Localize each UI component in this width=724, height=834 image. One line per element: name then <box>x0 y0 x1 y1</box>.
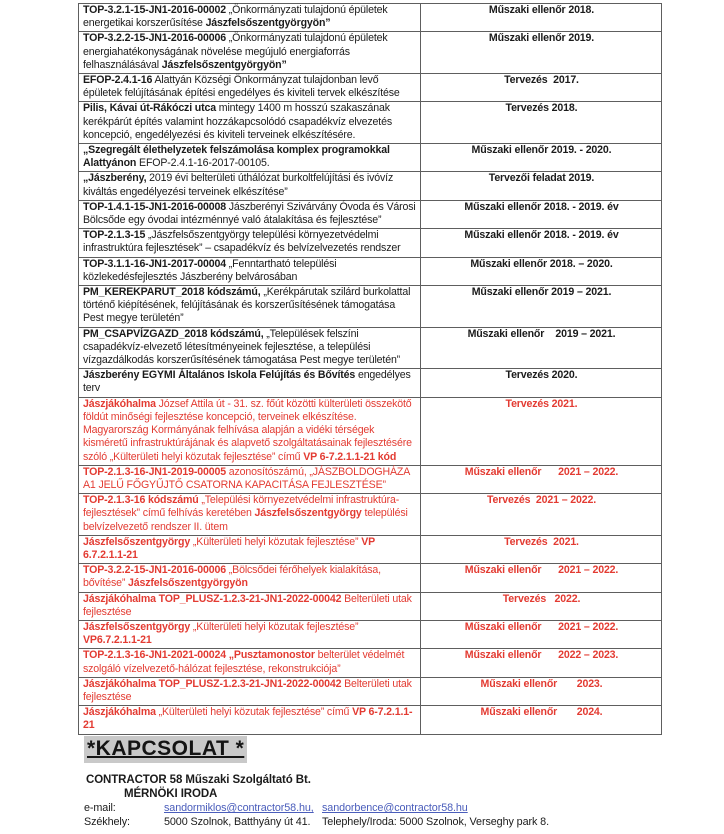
project-description-bold-text: Jászfelsőszentgyörgyön <box>128 577 248 590</box>
project-description-text: „Külterületi helyi közutak fejlesztése” című <box>155 706 353 719</box>
email-label: e-mail: <box>84 802 116 814</box>
project-role-year-cell: Tervezői feladat 2019. <box>421 172 662 200</box>
project-description-bold-text: VP6.7.2.1.1-21 <box>83 634 152 647</box>
project-description-bold-text: Jászberény EGYMI Általános Iskola Felújítás és Bővítés <box>83 369 356 382</box>
project-description-bold-text: PM_CSAPVÍZGAZD_2018 kódszámú, <box>83 327 264 340</box>
project-description-text: Jászberényi Szivárvány Óvoda és Városi Bölcsőde egy óvodai intézménnyé való átalakítása és fejlesztése” <box>83 200 416 227</box>
project-role-year-cell: Műszaki ellenőr 2024. <box>421 706 662 734</box>
email-row <box>84 802 468 814</box>
project-description-text: „Jászfelsőszentgyörgy települési környezetvédelmi infrastruktúra fejlesztések” – csapadékvíz és belvízelvezetés rendszer <box>83 229 401 255</box>
project-description-text: települési belvízelvezető rendszer II. ütem <box>83 507 408 533</box>
project-description-cell <box>79 102 421 144</box>
project-description-bold-text: Jászfelsőszentgyörgyön” <box>205 17 331 30</box>
project-description-text: 2019 évi belterületi úthálózat burkoltfelújítási és ivóvíz kiváltás engedélyezési terveinek elkészítése” <box>83 172 394 198</box>
project-role-year-cell: Tervezés 2021. <box>421 397 662 465</box>
project-description-bold-text: Jászfelsőszentgyörgy <box>83 535 191 548</box>
table-row <box>79 172 662 200</box>
project-description-cell <box>79 465 421 493</box>
site-address: Telephely/Iroda: 5000 Szolnok, Verseghy park 8. <box>322 816 549 828</box>
project-role-year-cell: Műszaki ellenőr 2019 – 2021. <box>421 286 662 328</box>
project-role-year-cell: Tervezés 2021 – 2022. <box>421 494 662 536</box>
project-description-text: „Önkormányzati tulajdonú épületek energetikai korszerűsítése <box>83 4 388 30</box>
project-description-bold-text: TOP-2.1.3-16 kódszámú <box>83 494 199 507</box>
project-role-year-cell: Műszaki ellenőr 2019 – 2021. <box>421 327 662 369</box>
table-row <box>79 32 662 74</box>
project-description-bold-text: EFOP-2.4.1-16 <box>83 74 153 87</box>
project-role-year-cell: Műszaki ellenőr 2018. <box>421 4 662 32</box>
project-description-text: Belterületi utak fejlesztése <box>83 677 412 703</box>
project-description-text: engedélyes terv <box>83 369 411 395</box>
project-description-bold-text: TOP-1.4.1-15-JN1-2016-00008 <box>83 200 226 213</box>
table-row <box>79 229 662 257</box>
projects-table <box>78 3 662 735</box>
projects-table-body <box>79 4 662 735</box>
project-description-bold-text: VP 6-7.2.1.1-21 <box>83 706 413 732</box>
project-description-text: Belterületi utak fejlesztése <box>83 592 412 618</box>
project-description-bold-text: „Jászberény, <box>83 172 147 185</box>
project-description-text: Alattyán Községi Önkormányzat tulajdonban levő épületek felújításának építési engedélyes és kiviteli tervek elkészítése <box>83 74 400 100</box>
project-role-year-cell: Tervezés 2018. <box>421 102 662 144</box>
table-row <box>79 494 662 536</box>
project-description-bold-text: VP 6.7.2.1.1-21 <box>83 535 375 561</box>
table-row <box>79 286 662 328</box>
project-description-cell <box>79 327 421 369</box>
project-role-year-cell: Műszaki ellenőr 2021 – 2022. <box>421 465 662 493</box>
project-description-bold-text: TOP-3.2.2-15-JN1-2016-00006 <box>83 564 226 577</box>
project-description-bold-text: TOP-2.1.3-15 <box>83 229 146 242</box>
table-row <box>79 369 662 397</box>
project-description-text: „Települési környezetvédelmi infrastruktúra-fejlesztések” című felhívás keretében <box>83 494 400 520</box>
project-description-bold-text: „Szegregált élethelyzetek felszámolása komplex programokkal Alattyánon <box>83 144 390 170</box>
project-description-text: „Önkormányzati tulajdonú épületek energiahatékonyságának növelése megújuló energiaforrás felhasználásával <box>83 32 388 71</box>
project-description-cell <box>79 257 421 285</box>
project-description-cell <box>79 200 421 228</box>
project-role-year-cell: Műszaki ellenőr 2018. - 2019. év <box>421 200 662 228</box>
table-row <box>79 592 662 620</box>
project-description-bold-text: Pilis, Kávai út-Rákóczi utca <box>83 102 216 115</box>
project-description-bold-text: Jászjákóhalma TOP_PLUSZ-1.2.3-21-JN1-2022-00042 <box>83 677 342 690</box>
project-description-bold-text: TOP-3.2.2-15-JN1-2016-00006 <box>83 32 226 45</box>
project-description-bold-text: PM_KEREKPARUT_2018 kódszámú, <box>83 286 261 299</box>
project-description-text: azonosítószámú, „JÁSZBOLDOGHÁZA A1 JELŰ FŐGYŰJTŐ CSATORNA KAPACITÁSA FEJLESZTÉSE” <box>83 465 410 491</box>
project-role-year-cell: Tervezés 2021. <box>421 535 662 563</box>
project-description-text: „Kerékpárutak szilárd burkolattal történő kiépítésének, felújításának és korszerűsítésének támogatása Pest megye területén” <box>83 286 411 325</box>
project-description-text: mintegy 1400 m hosszú szakaszának kerékpárút építés valamint hozzákapcsolódó csapadékvíz elvezetés koncepció, engedélyezési és kiviteli terveinek elkészítésére. <box>83 102 392 141</box>
project-description-text: „Települések felszíni csapadékvíz-elvezető létesítményeinek fejlesztése, a települési vízgazdálkodás korszerűsítésének támogatása Pest megye területén” <box>83 327 401 367</box>
project-description-bold-text: Jászjákóhalma <box>83 397 156 410</box>
project-role-year-cell: Műszaki ellenőr 2022 – 2023. <box>421 649 662 677</box>
project-description-cell <box>79 144 421 172</box>
table-row <box>79 465 662 493</box>
table-row <box>79 257 662 285</box>
project-description-text: EFOP-2.4.1-16-2017-00105. <box>136 157 270 170</box>
email-link-sandormiklos[interactable]: sandormiklos@contractor58.hu, <box>164 802 314 814</box>
project-description-cell <box>79 32 421 74</box>
project-description-bold-text: VP 6-7.2.1.1-21 kód <box>303 450 397 463</box>
table-row <box>79 102 662 144</box>
project-role-year-cell: Műszaki ellenőr 2021 – 2022. <box>421 564 662 592</box>
table-row <box>79 4 662 32</box>
address-row <box>84 816 549 828</box>
project-role-year-cell: Tervezés 2020. <box>421 369 662 397</box>
project-role-year-cell: Műszaki ellenőr 2018. - 2019. év <box>421 229 662 257</box>
project-role-year-cell: Műszaki ellenőr 2018. – 2020. <box>421 257 662 285</box>
table-row <box>79 620 662 648</box>
project-description-bold-text: Jászjákóhalma TOP_PLUSZ-1.2.3-21-JN1-2022-00042 <box>83 592 342 605</box>
table-row <box>79 649 662 677</box>
project-role-year-cell: Tervezés 2017. <box>421 74 662 102</box>
project-role-year-cell: Műszaki ellenőr 2021 – 2022. <box>421 620 662 648</box>
company-name: CONTRACTOR 58 Műszaki Szolgáltató Bt. <box>86 774 311 786</box>
project-description-cell <box>79 494 421 536</box>
table-row <box>79 677 662 705</box>
project-role-year-cell: Műszaki ellenőr 2023. <box>421 677 662 705</box>
table-row <box>79 74 662 102</box>
project-description-cell <box>79 369 421 397</box>
project-description-text: „Fenntartható települési közlekedésfejlesztés Jászberény belvárosában <box>83 257 337 283</box>
project-description-bold-text: TOP-3.1.1-16-JN1-2017-00004 <box>83 257 226 270</box>
project-description-cell <box>79 706 421 734</box>
project-description-text: „Külterületi helyi közutak fejlesztése” <box>190 535 362 548</box>
project-role-year-cell: Tervezés 2022. <box>421 592 662 620</box>
project-description-bold-text: Jászjákóhalma <box>83 706 156 719</box>
project-description-cell <box>79 74 421 102</box>
project-description-bold-text: TOP-3.2.1-15-JN1-2016-00002 <box>83 4 226 16</box>
project-description-text: belterület védelmét szolgáló vízelvezető-hálózat fejlesztése, rekonstrukciója” <box>83 649 405 675</box>
table-row <box>79 397 662 465</box>
email-link-sandorbence[interactable]: sandorbence@contractor58.hu <box>322 802 468 814</box>
table-row <box>79 564 662 592</box>
table-row <box>79 327 662 369</box>
project-description-cell <box>79 535 421 563</box>
project-role-year-cell: Műszaki ellenőr 2019. - 2020. <box>421 144 662 172</box>
project-description-bold-text: Jászfelsőszentgyörgyön” <box>161 58 287 71</box>
table-row <box>79 200 662 228</box>
project-role-year-cell: Műszaki ellenőr 2019. <box>421 32 662 74</box>
project-description-bold-text: Jászfelsőszentgyörgy <box>254 507 362 520</box>
project-description-cell <box>79 229 421 257</box>
contact-heading: *KAPCSOLAT * <box>84 736 247 763</box>
project-description-cell <box>79 286 421 328</box>
project-description-cell <box>79 172 421 200</box>
project-description-bold-text: TOP-2.1.3-16-JN1-2021-00024 „Pusztamonostor <box>83 649 315 662</box>
project-description-cell <box>79 620 421 648</box>
office-label: MÉRNÖKI IRODA <box>124 788 218 800</box>
hq-label: Székhely: <box>84 816 130 828</box>
table-row <box>79 144 662 172</box>
project-description-cell <box>79 4 421 32</box>
project-description-text: „Bölcsődei férőhelyek kialakítása, bővítése” <box>83 564 381 590</box>
project-description-cell <box>79 564 421 592</box>
hq-address: 5000 Szolnok, Batthyány út 41. <box>164 816 311 828</box>
project-description-cell <box>79 649 421 677</box>
table-row <box>79 706 662 734</box>
project-description-bold-text: TOP-2.1.3-16-JN1-2019-00005 <box>83 465 226 478</box>
project-description-cell <box>79 677 421 705</box>
project-description-cell <box>79 397 421 465</box>
table-row <box>79 535 662 563</box>
project-description-text: „Külterületi helyi közutak fejlesztése” <box>190 620 359 633</box>
project-description-cell <box>79 592 421 620</box>
project-description-bold-text: Jászfelsőszentgyörgy <box>83 620 191 633</box>
project-description-text: József Attila út - 31. sz. főút közötti külterületi összekötő földút minőségi fejlesztése koncepció, terveinek elkészítése. Magyarország Kormányának felhívása alapján a vidéki térségek kisméretű infrastruktúrájának és alapvető szolgáltatásainak fejlesztésére szóló „Külterületi helyi közutak fejlesztése” című <box>83 397 412 463</box>
